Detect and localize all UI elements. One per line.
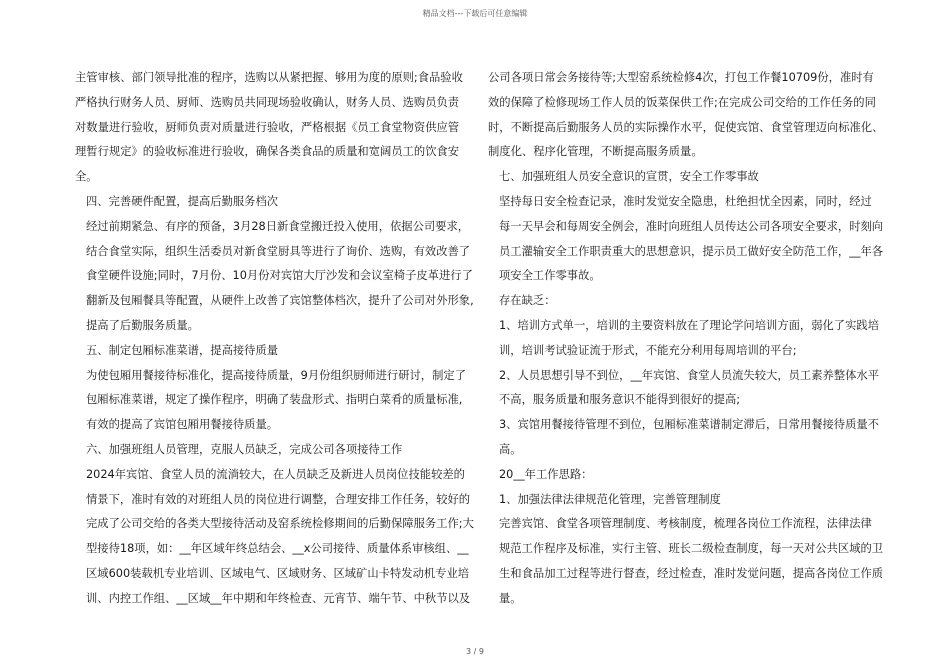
text-line: 型接待18项，如：__年区域年终总结会、__x公司接待、质量体系审核组、__: [86, 542, 469, 556]
paragraph: [488, 190, 883, 289]
paragraph: [75, 339, 475, 364]
text-line: 规范工作程序及标准，实行主管、班长二级检查制度，每一天对公共区域的卫: [499, 542, 884, 556]
text-line: 全。: [75, 170, 98, 184]
text-line: 提高了后勤服务质量。: [86, 318, 199, 332]
text-line: 坚持每日安全检查记录，准时发觉安全隐患，杜绝担忧全因素，同时，经过: [499, 194, 872, 208]
paragraph: [75, 463, 475, 612]
text-line: 训，培训考试验证流于形式，不能充分利用每周培训的平台;: [499, 343, 797, 357]
text-line: 不高，服务质量和服务意识不能得到很好的提高;: [499, 393, 741, 407]
paragraph: [75, 190, 475, 215]
paragraph: [75, 66, 475, 190]
text-line: 训、内控工作组、__区域__年中期和年终检查、元宵节、端午节、中秋节以及: [86, 591, 471, 605]
paragraph: [488, 413, 883, 463]
paragraph: [488, 66, 883, 165]
paragraph: [488, 289, 883, 314]
text-line: 项安全工作零事故。: [499, 269, 601, 283]
text-line: 结合食堂实际，组织生活委员对新食堂厨具等进行了询价、选购，有效改善了: [86, 244, 471, 258]
text-line: 制度化、程序化管理，不断提高服务质量。: [488, 145, 703, 159]
text-line: 完成了公司交给的各类大型接待活动及窑系统检修期间的后勤保障服务工作;大: [86, 517, 474, 531]
paragraph: [488, 463, 883, 488]
right-column: [488, 66, 883, 612]
text-line: 区域600装载机专业培训、区域电气、区域财务、区域矿山卡特发动机专业培: [86, 566, 470, 580]
text-line: 效的保障了检修现场工作人员的饭菜保供工作;在完成公司交给的工作任务的同: [488, 95, 876, 109]
text-line: 六、加强班组人员管理，克服人员缺乏，完成公司各项接待工作: [86, 442, 403, 456]
text-line: 包厢标准菜谱，规定了操作程序，明确了装盘形式、指明白菜肴的质量标准,: [86, 393, 463, 407]
page-header: 精品文档---下载后可任意编辑: [422, 9, 528, 18]
text-line: 员工灌输安全工作职责重大的思想意识，提示员工做好安全防范工作，__年各: [499, 244, 884, 258]
text-line: 七、加强班组人员安全意识的宣贯，安全工作零事故: [499, 170, 759, 184]
text-line: 3、宾馆用餐接待管理不到位，包厢标准菜谱制定滞后，日常用餐接待质量不: [499, 418, 879, 432]
text-line: 公司各项日常会务接待等;大型窑系统检修4次，打包工作餐10709份，准时有: [488, 71, 874, 84]
text-line: 生和食品加工过程等进行督查，经过检查，准时发觉问题，提高各岗位工作质: [499, 566, 884, 580]
text-line: 有效的提高了宾馆包厢用餐接待质量。: [86, 418, 279, 432]
text-line: 四、完善硬件配置，提高后勤服务档次: [86, 194, 279, 208]
paragraph: [488, 364, 883, 414]
text-line: 五、制定包厢标准菜谱，提高接待质量: [86, 343, 279, 357]
text-line: 2024年宾馆、食堂人员的流淌较大，在人员缺乏及新进人员岗位技能较差的: [86, 467, 465, 481]
paragraph: [488, 314, 883, 364]
text-line: 时，不断提高后勤服务人员的实际操作水平，促使宾馆、食堂管理迈向标准化、: [488, 120, 884, 134]
paragraph: [488, 512, 883, 611]
text-line: 1、加强法律法律规范化管理，完善管理制度: [499, 492, 721, 506]
left-column: [75, 66, 475, 612]
text-line: 对数量进行验收，厨师负责对质量进行验收，严格根据《员工食堂物资供应管: [75, 120, 460, 134]
paragraph: [488, 488, 883, 513]
text-line: 为使包厢用餐接待标准化，提高接待质量，9月份组织厨师进行研讨，制定了: [86, 368, 466, 382]
text-line: 1、培训方式单一，培训的主要资料放在了理论学问培训方面，弱化了实践培: [499, 318, 879, 332]
paragraph: [488, 165, 883, 190]
text-line: 每一天早会和每周安全例会，准时向班组人员传达公司各项安全要求，时刻向: [499, 219, 884, 233]
text-line: 主管审核、部门领导批准的程序，选购以从紧把握、够用为度的原则;食品验收: [75, 71, 463, 84]
paragraph: [75, 364, 475, 438]
text-line: 理暂行规定》的验收标准进行验收，确保各类食品的质量和宽阔员工的饮食安: [75, 145, 460, 159]
text-line: 存在缺乏：: [499, 294, 556, 308]
text-line: 食堂硬件设施;同时，7月份、10月份对宾馆大厅沙发和会议室椅子皮革进行了: [86, 269, 473, 283]
page-number: 3 / 9: [466, 647, 484, 656]
text-line: 量。: [499, 591, 522, 605]
paragraph: [75, 215, 475, 339]
text-line: 情景下，准时有效的对班组人员的岗位进行调整，合理安排工作任务，较好的: [86, 492, 471, 506]
text-line: 完善宾馆、食堂各项管理制度、考核制度，梳理各岗位工作流程，法律法律: [499, 517, 872, 531]
paragraph: [75, 438, 475, 463]
text-line: 高。: [499, 442, 522, 456]
text-line: 严格执行财务人员、厨师、选购员共同现场验收确认，财务人员、选购员负责: [75, 95, 460, 109]
text-line: 经过前期紧急、有序的预备，3月28日新食堂搬迁投入使用，依据公司要求，: [86, 219, 470, 233]
text-line: 20__年工作思路：: [499, 467, 593, 481]
text-line: 翻新及包厢餐具等配置，从硬件上改善了宾馆整体档次，提升了公司对外形象,: [86, 294, 474, 308]
text-line: 2、人员思想引导不到位，__年宾馆、食堂人员流失较大，员工素养整体水平: [499, 368, 879, 382]
